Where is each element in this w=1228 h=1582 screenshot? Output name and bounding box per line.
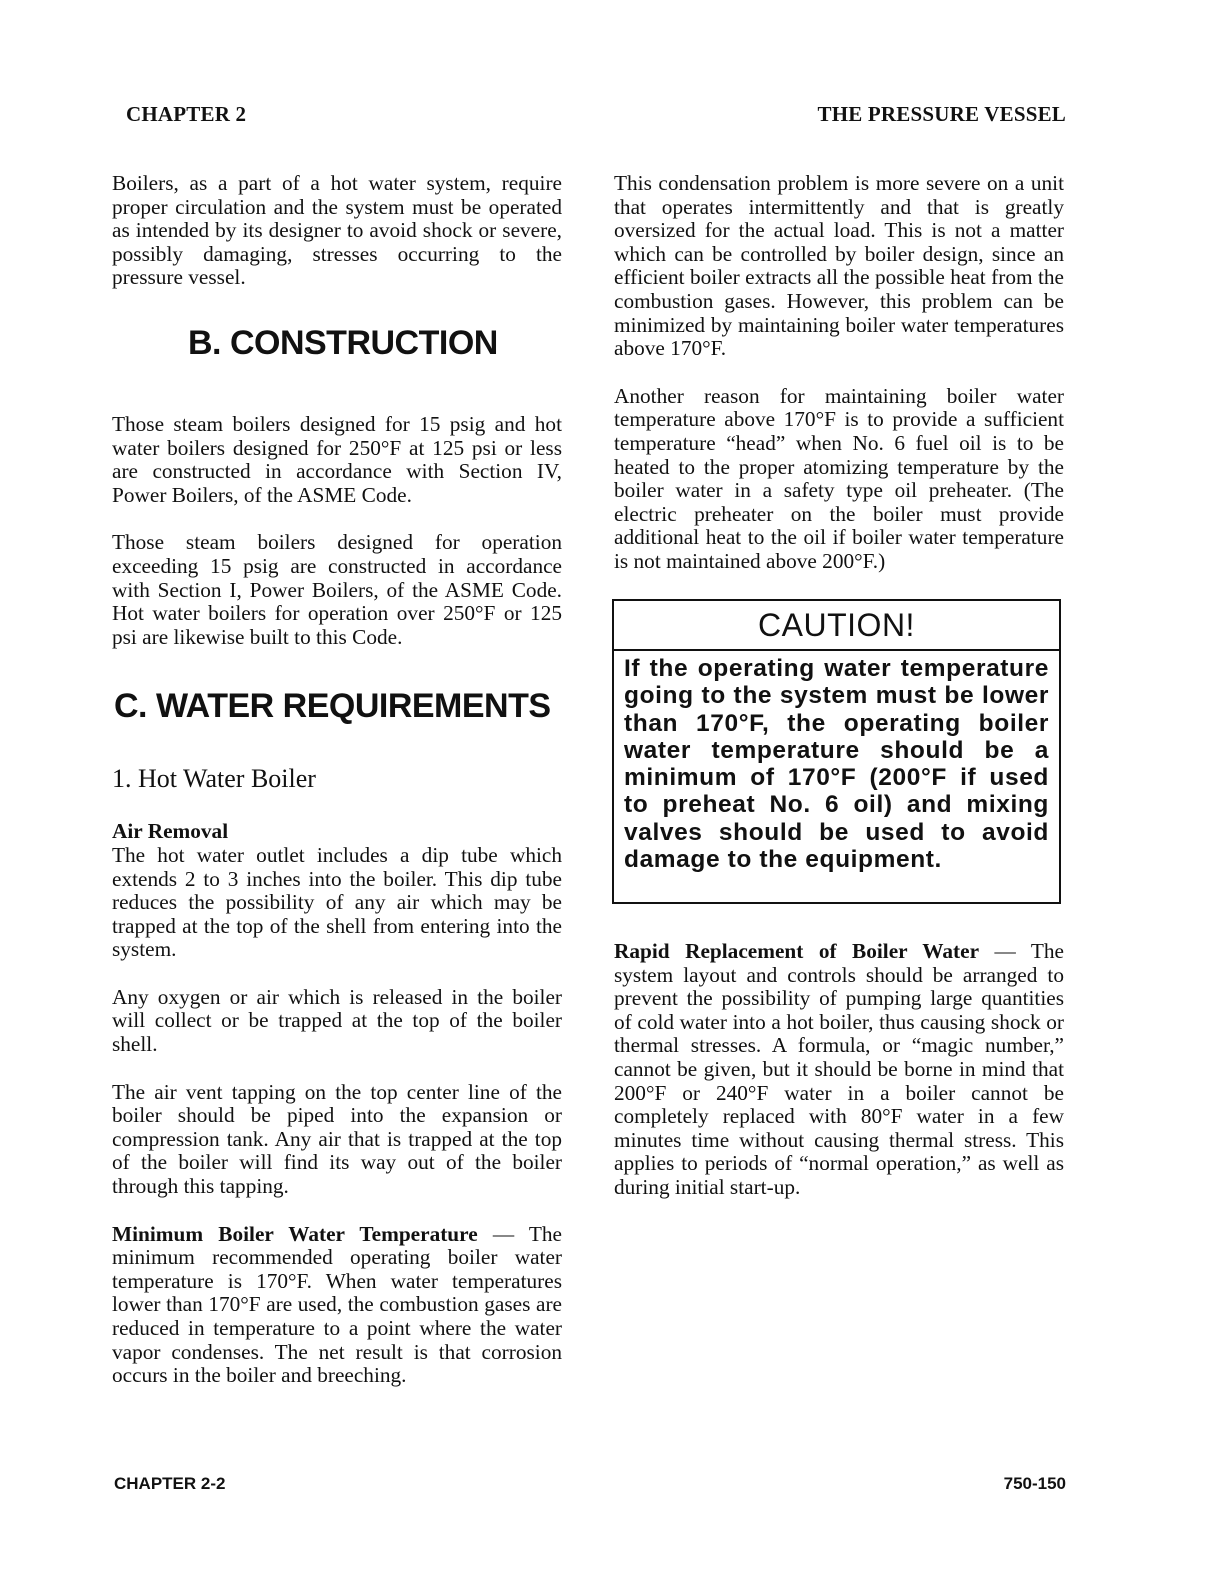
construction-paragraph: Those steam boilers designed for 15 psig and hot water boilers designed for 250°F at 125 psi or less are constructed in accordance with Section IV, Power Boilers, of the ASME Code. [112, 411, 562, 507]
construction-paragraph: Those steam boilers designed for operation exceeding 15 psig are constructed in accordance with Section I, Power Boilers, of the ASME Code. Hot water boilers for operation over 250°F or 125 psi are likewise built to this Code. [112, 530, 562, 649]
min-temp-paragraph [112, 1223, 562, 1388]
air-removal-paragraph: The hot water outlet includes a dip tube which extends 2 to 3 inches into the boiler. This dip tube reduces the possibility of any air which may be trapped at the top of the shell from entering into the system. [112, 842, 562, 962]
right-column-lower [614, 940, 1064, 1200]
rapid-replacement-paragraph [614, 940, 1064, 1200]
min-temp-title: Minimum Boiler Water Temperature [112, 1221, 478, 1246]
section-heading-construction: B. CONSTRUCTION [188, 323, 498, 362]
oil-preheat-paragraph: Another reason for maintaining boiler water temperature above 170°F is to provide a sufficient temperature “head” when No. 6 fuel oil is to be heated to the proper atomizing temperature by the boiler water in a safety type oil preheater. (The electric preheater on the boiler must provide additional heat to the oil if boiler water temperature is not maintained above 200°F.) [614, 383, 1064, 573]
min-temp-text: — The minimum recommended operating boiler water temperature is 170°F. When water temperatures lower than 170°F are used, the combustion gases are reduced in temperature to a point where the water vapor condenses. The net result is that corrosion occurs in the boiler and breeching. [112, 1221, 562, 1388]
left-column [112, 172, 562, 1388]
rapid-replacement-text: — The system layout and controls should be arranged to prevent the possibility of pumping large quantities of cold water into a hot boiler, thus causing shock or thermal stresses. A formula, or “magic number,” cannot be given, but it should be borne in mind that 200°F or 240°F water in a boiler cannot be completely replaced with 80°F water in a few minutes time without causing thermal stress. This applies to periods of “normal operation,” as well as during initial start-up. [614, 939, 1064, 1199]
rapid-replacement-title: Rapid Replacement of Boiler Water [614, 939, 980, 963]
section-heading-water-requirements: C. WATER REQUIREMENTS [114, 687, 551, 726]
footer-page-number: CHAPTER 2-2 [114, 1474, 226, 1493]
running-head-title: THE PRESSURE VESSEL [817, 102, 1066, 126]
subheading-hot-water-boiler: 1. Hot Water Boiler [112, 764, 316, 794]
air-removal-paragraph: The air vent tapping on the top center line of the boiler should be piped into the expansion or compression tank. Any air that is trapped at the top of the boiler will find its way out of the boiler through this tapping. [112, 1079, 562, 1199]
caution-title: CAUTION! [614, 601, 1059, 651]
running-head-chapter: CHAPTER 2 [126, 102, 247, 126]
air-removal-title: Air Removal [112, 819, 229, 844]
footer-document-number: 750-150 [1003, 1474, 1066, 1493]
air-removal-paragraph: Any oxygen or air which is released in the boiler will collect or be trapped at the top of the boiler shell. [112, 984, 562, 1057]
caution-box [612, 599, 1061, 904]
caution-text: If the operating water temperature going to the system must be lower than 170°F, the operating boiler water temperature should be a minimum of 170°F (200°F if used to preheat No. 6 oil) and mixing valves should be used to avoid damage to the equipment. [624, 655, 1049, 874]
intro-paragraph: Boilers, as a part of a hot water system, require proper circulation and the system must be operated as intended by its designer to avoid shock or severe, possibly damaging, stresses occurring to the pressure vessel. [112, 171, 562, 290]
condensation-paragraph: This condensation problem is more severe on a unit that operates intermittently and that is greatly oversized for the actual load. This is not a matter which can be controlled by boiler design, since an efficient boiler extracts all the possible heat from the combustion gases. However, this problem can be minimized by maintaining boiler water temperatures above 170°F. [614, 171, 1064, 361]
right-column [614, 172, 1064, 574]
